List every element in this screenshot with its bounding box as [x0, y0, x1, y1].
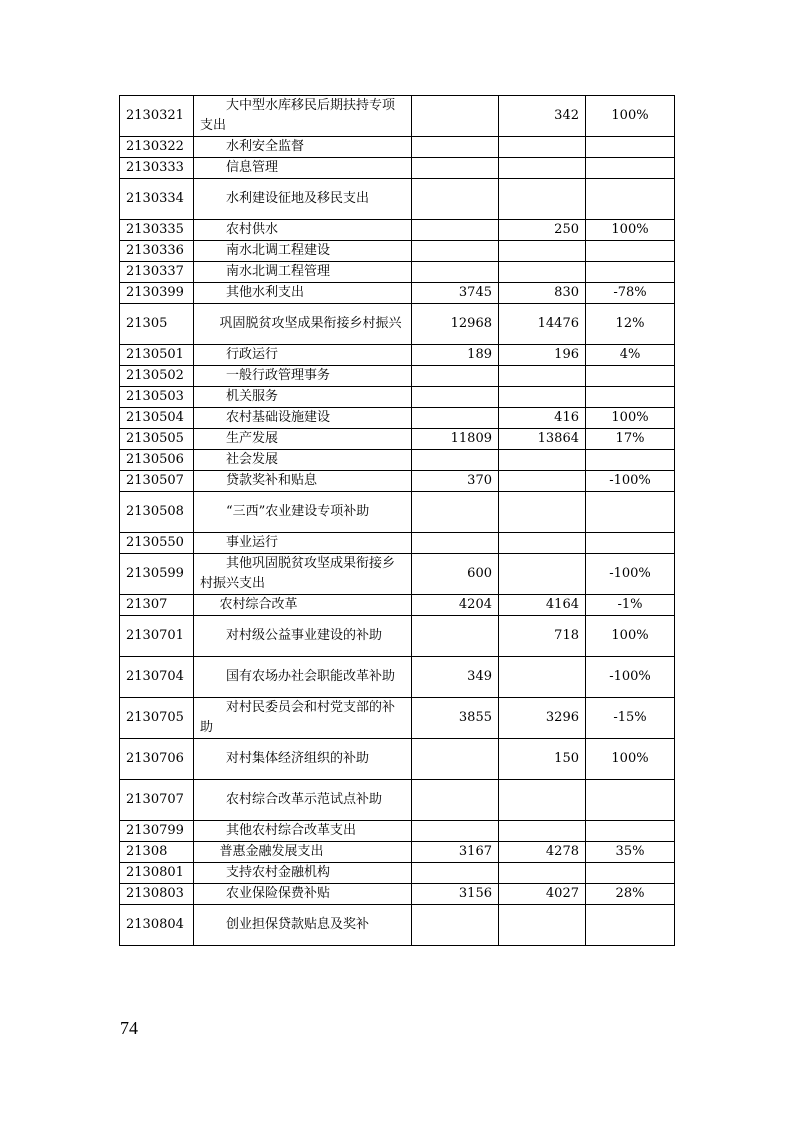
prior-year-value-cell	[412, 863, 499, 884]
account-code-cell: 2130801	[120, 863, 194, 884]
change-percent-cell: -100%	[586, 471, 675, 492]
account-name-cell: 对村级公益事业建设的补助	[194, 616, 412, 657]
table-row	[120, 262, 675, 283]
prior-year-value-cell	[412, 366, 499, 387]
current-year-value-cell: 4278	[499, 842, 586, 863]
table-row	[120, 492, 675, 533]
prior-year-value-cell	[412, 533, 499, 554]
change-percent-cell: 17%	[586, 429, 675, 450]
account-name-cell: 机关服务	[194, 387, 412, 408]
current-year-value-cell	[499, 387, 586, 408]
prior-year-value-cell	[412, 492, 499, 533]
prior-year-value-cell	[412, 408, 499, 429]
current-year-value-cell	[499, 492, 586, 533]
change-percent-cell: 35%	[586, 842, 675, 863]
account-name-cell: 社会发展	[194, 450, 412, 471]
account-code-cell: 2130799	[120, 821, 194, 842]
account-name-cell: 信息管理	[194, 158, 412, 179]
current-year-value-cell	[499, 533, 586, 554]
table-row	[120, 884, 675, 905]
table-row	[120, 698, 675, 739]
current-year-value-cell	[499, 471, 586, 492]
change-percent-cell: -100%	[586, 657, 675, 698]
current-year-value-cell: 416	[499, 408, 586, 429]
account-name-cell: 南水北调工程管理	[194, 262, 412, 283]
table-row	[120, 304, 675, 345]
current-year-value-cell	[499, 554, 586, 595]
account-code-cell: 2130508	[120, 492, 194, 533]
account-code-cell: 2130399	[120, 283, 194, 304]
account-code-cell: 2130706	[120, 739, 194, 780]
account-name-cell: 其他水利支出	[194, 283, 412, 304]
prior-year-value-cell: 4204	[412, 595, 499, 616]
account-code-cell: 2130704	[120, 657, 194, 698]
current-year-value-cell	[499, 450, 586, 471]
account-name-cell: 农村综合改革示范试点补助	[194, 780, 412, 821]
prior-year-value-cell: 370	[412, 471, 499, 492]
prior-year-value-cell	[412, 137, 499, 158]
current-year-value-cell	[499, 179, 586, 220]
prior-year-value-cell: 600	[412, 554, 499, 595]
change-percent-cell: 100%	[586, 616, 675, 657]
change-percent-cell: 100%	[586, 739, 675, 780]
current-year-value-cell: 3296	[499, 698, 586, 739]
change-percent-cell: -15%	[586, 698, 675, 739]
prior-year-value-cell	[412, 220, 499, 241]
change-percent-cell: 12%	[586, 304, 675, 345]
change-percent-cell	[586, 241, 675, 262]
change-percent-cell: -100%	[586, 554, 675, 595]
prior-year-value-cell	[412, 780, 499, 821]
table-row	[120, 345, 675, 366]
prior-year-value-cell: 189	[412, 345, 499, 366]
current-year-value-cell: 830	[499, 283, 586, 304]
table-row	[120, 905, 675, 946]
account-name-cell: 其他巩固脱贫攻坚成果衔接乡村振兴支出	[194, 554, 412, 595]
change-percent-cell	[586, 158, 675, 179]
account-code-cell: 2130803	[120, 884, 194, 905]
account-name-cell: 对村集体经济组织的补助	[194, 739, 412, 780]
account-code-cell: 2130506	[120, 450, 194, 471]
account-name-cell: 一般行政管理事务	[194, 366, 412, 387]
current-year-value-cell: 13864	[499, 429, 586, 450]
account-code-cell: 2130321	[120, 96, 194, 137]
table-row	[120, 471, 675, 492]
table-row	[120, 137, 675, 158]
change-percent-cell	[586, 450, 675, 471]
page-number: 74	[120, 1018, 138, 1038]
current-year-value-cell: 4164	[499, 595, 586, 616]
table-row	[120, 863, 675, 884]
change-percent-cell	[586, 533, 675, 554]
account-name-cell: 南水北调工程建设	[194, 241, 412, 262]
change-percent-cell	[586, 780, 675, 821]
account-code-cell: 2130337	[120, 262, 194, 283]
table-row	[120, 158, 675, 179]
change-percent-cell	[586, 137, 675, 158]
account-code-cell: 21307	[120, 595, 194, 616]
account-name-cell: 事业运行	[194, 533, 412, 554]
change-percent-cell	[586, 262, 675, 283]
current-year-value-cell	[499, 780, 586, 821]
current-year-value-cell: 250	[499, 220, 586, 241]
prior-year-value-cell: 349	[412, 657, 499, 698]
account-code-cell: 2130599	[120, 554, 194, 595]
current-year-value-cell: 196	[499, 345, 586, 366]
current-year-value-cell: 4027	[499, 884, 586, 905]
change-percent-cell: 28%	[586, 884, 675, 905]
current-year-value-cell: 14476	[499, 304, 586, 345]
table-row	[120, 96, 675, 137]
account-name-cell: 对村民委员会和村党支部的补助	[194, 698, 412, 739]
account-code-cell: 2130804	[120, 905, 194, 946]
account-name-cell: 农村综合改革	[194, 595, 412, 616]
change-percent-cell: 100%	[586, 96, 675, 137]
change-percent-cell: 100%	[586, 408, 675, 429]
prior-year-value-cell	[412, 616, 499, 657]
prior-year-value-cell	[412, 387, 499, 408]
account-code-cell: 21308	[120, 842, 194, 863]
change-percent-cell	[586, 821, 675, 842]
change-percent-cell: -78%	[586, 283, 675, 304]
prior-year-value-cell: 12968	[412, 304, 499, 345]
prior-year-value-cell	[412, 739, 499, 780]
account-name-cell: 国有农场办社会职能改革补助	[194, 657, 412, 698]
account-name-cell: 水利安全监督	[194, 137, 412, 158]
account-name-cell: 其他农村综合改革支出	[194, 821, 412, 842]
current-year-value-cell	[499, 241, 586, 262]
table-row	[120, 842, 675, 863]
prior-year-value-cell: 3167	[412, 842, 499, 863]
prior-year-value-cell: 3156	[412, 884, 499, 905]
account-name-cell: “三西”农业建设专项补助	[194, 492, 412, 533]
current-year-value-cell	[499, 657, 586, 698]
change-percent-cell	[586, 905, 675, 946]
current-year-value-cell: 718	[499, 616, 586, 657]
account-code-cell: 2130505	[120, 429, 194, 450]
prior-year-value-cell: 3855	[412, 698, 499, 739]
account-code-cell: 2130503	[120, 387, 194, 408]
current-year-value-cell: 150	[499, 739, 586, 780]
account-code-cell: 2130701	[120, 616, 194, 657]
prior-year-value-cell	[412, 96, 499, 137]
table-row	[120, 179, 675, 220]
account-name-cell: 普惠金融发展支出	[194, 842, 412, 863]
account-code-cell: 2130705	[120, 698, 194, 739]
account-code-cell: 2130504	[120, 408, 194, 429]
table-row	[120, 554, 675, 595]
current-year-value-cell	[499, 137, 586, 158]
table-row	[120, 387, 675, 408]
account-code-cell: 2130335	[120, 220, 194, 241]
change-percent-cell: 4%	[586, 345, 675, 366]
table-row	[120, 657, 675, 698]
table-row	[120, 616, 675, 657]
account-name-cell: 农村供水	[194, 220, 412, 241]
account-code-cell: 2130502	[120, 366, 194, 387]
table-row	[120, 450, 675, 471]
prior-year-value-cell	[412, 241, 499, 262]
account-name-cell: 巩固脱贫攻坚成果衔接乡村振兴	[194, 304, 412, 345]
change-percent-cell	[586, 492, 675, 533]
account-name-cell: 支持农村金融机构	[194, 863, 412, 884]
change-percent-cell: -1%	[586, 595, 675, 616]
account-name-cell: 大中型水库移民后期扶持专项支出	[194, 96, 412, 137]
account-code-cell: 2130333	[120, 158, 194, 179]
account-name-cell: 生产发展	[194, 429, 412, 450]
account-code-cell: 2130550	[120, 533, 194, 554]
table-row	[120, 283, 675, 304]
table-row	[120, 595, 675, 616]
table-row	[120, 408, 675, 429]
prior-year-value-cell	[412, 158, 499, 179]
account-code-cell: 2130322	[120, 137, 194, 158]
budget-table-body	[120, 96, 675, 946]
change-percent-cell: 100%	[586, 220, 675, 241]
account-code-cell: 2130334	[120, 179, 194, 220]
table-row	[120, 241, 675, 262]
table-row	[120, 429, 675, 450]
table-row	[120, 780, 675, 821]
budget-table	[119, 95, 675, 946]
account-name-cell: 水利建设征地及移民支出	[194, 179, 412, 220]
prior-year-value-cell	[412, 179, 499, 220]
table-row	[120, 366, 675, 387]
account-code-cell: 2130507	[120, 471, 194, 492]
table-row	[120, 220, 675, 241]
table-row	[120, 533, 675, 554]
prior-year-value-cell: 3745	[412, 283, 499, 304]
table-row	[120, 821, 675, 842]
account-code-cell: 2130501	[120, 345, 194, 366]
prior-year-value-cell: 11809	[412, 429, 499, 450]
current-year-value-cell	[499, 905, 586, 946]
current-year-value-cell	[499, 262, 586, 283]
prior-year-value-cell	[412, 905, 499, 946]
account-name-cell: 行政运行	[194, 345, 412, 366]
change-percent-cell	[586, 863, 675, 884]
account-name-cell: 农村基础设施建设	[194, 408, 412, 429]
change-percent-cell	[586, 387, 675, 408]
account-name-cell: 创业担保贷款贴息及奖补	[194, 905, 412, 946]
prior-year-value-cell	[412, 262, 499, 283]
change-percent-cell	[586, 179, 675, 220]
table-row	[120, 739, 675, 780]
change-percent-cell	[586, 366, 675, 387]
account-name-cell: 贷款奖补和贴息	[194, 471, 412, 492]
current-year-value-cell	[499, 158, 586, 179]
account-code-cell: 2130336	[120, 241, 194, 262]
current-year-value-cell	[499, 863, 586, 884]
current-year-value-cell	[499, 821, 586, 842]
account-code-cell: 2130707	[120, 780, 194, 821]
prior-year-value-cell	[412, 450, 499, 471]
prior-year-value-cell	[412, 821, 499, 842]
account-name-cell: 农业保险保费补贴	[194, 884, 412, 905]
account-code-cell: 21305	[120, 304, 194, 345]
current-year-value-cell: 342	[499, 96, 586, 137]
current-year-value-cell	[499, 366, 586, 387]
